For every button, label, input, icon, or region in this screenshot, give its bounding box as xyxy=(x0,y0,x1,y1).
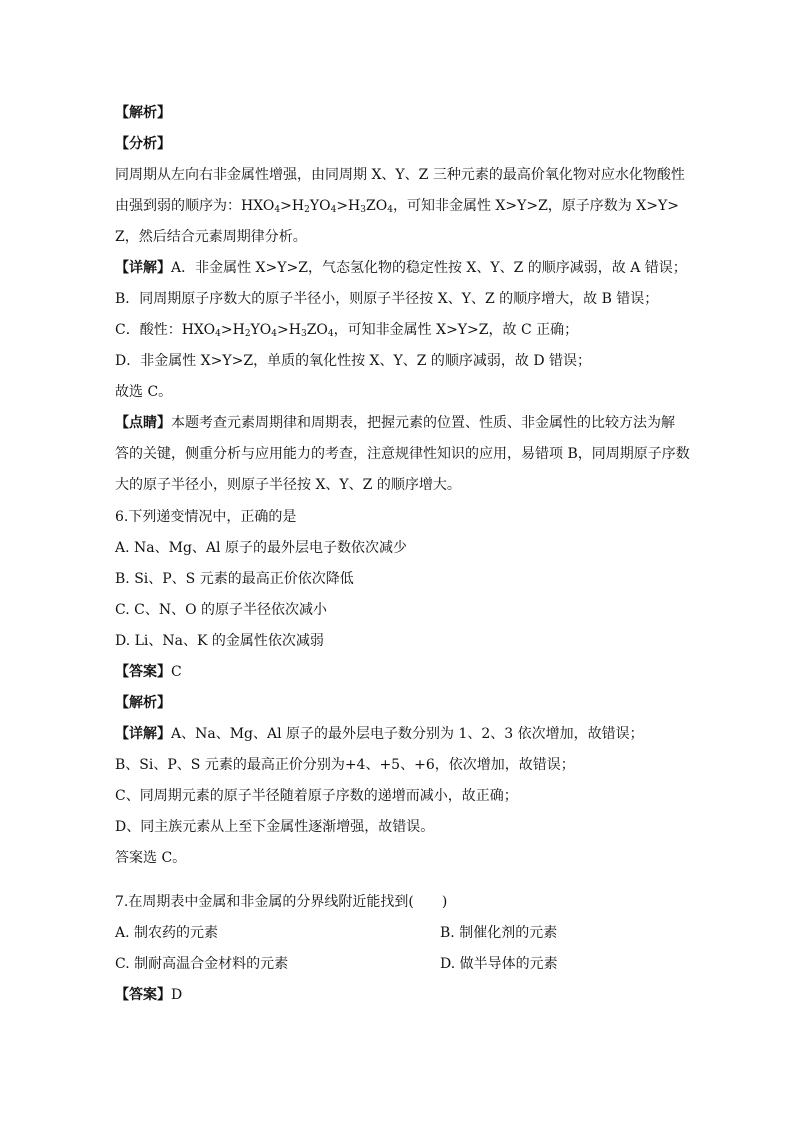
q7-stem: 7.在周期表中金属和非金属的分界线附近能找到( ) xyxy=(115,894,448,910)
xiangjie-line-a: 【详解】A．非金属性 X>Y>Z，气态氢化物的稳定性按 X、Y、Z 的顺序减弱，故 A 错误； xyxy=(115,260,687,276)
q7-option-d: D. 做半导体的元素 xyxy=(440,956,558,972)
q6-conclusion: 答案选 C。 xyxy=(115,850,187,866)
q7-answer: 【答案】D xyxy=(115,987,183,1003)
fenxi-line-1: 同周期从左向右非金属性增强，由同周期 X、Y、Z 三种元素的最高价氧化物对应水化物酸性 xyxy=(115,167,685,183)
dianjing-line-1: 【点睛】本题考查元素周期律和周期表，把握元素的位置、性质、非金属性的比较方法为解 xyxy=(115,415,675,431)
fenxi-line-3: Z，然后结合元素周期律分析。 xyxy=(115,229,307,245)
q6-xiangjie-a: 【详解】A、Na、Mg、Al 原子的最外层电子数分别为 1、2、3 依次增加，故错误； xyxy=(115,726,644,742)
q6-stem: 6.下列递变情况中，正确的是 xyxy=(115,509,297,525)
dianjing-line-2: 答的关键，侧重分析与应用能力的考查，注意规律性知识的应用，易错项 B，同周期原子序数 xyxy=(115,446,690,462)
q7-option-a: A. 制农药的元素 xyxy=(115,925,219,941)
q6-option-a: A. Na、Mg、Al 原子的最外层电子数依次减少 xyxy=(115,540,407,556)
xiangjie-line-b: B．同周期原子序数大的原子半径小，则原子半径按 X、Y、Z 的顺序增大，故 B 错误； xyxy=(115,291,659,307)
jiexi-heading: 【解析】 xyxy=(115,105,171,121)
q6-xiangjie-b: B、Si、P、S 元素的最高正价分别为+4、+5、+6，依次增加，故错误； xyxy=(115,757,575,773)
q6-option-b: B. Si、P、S 元素的最高正价依次降低 xyxy=(115,571,354,587)
q6-option-c: C. C、N、O 的原子半径依次减小 xyxy=(115,602,328,618)
q6-xiangjie-d: D、同主族元素从上至下金属性逐渐增强，故错误。 xyxy=(115,819,435,835)
q6-jiexi-heading: 【解析】 xyxy=(115,695,171,711)
fenxi-heading: 【分析】 xyxy=(115,136,171,152)
q7-option-b: B. 制催化剂的元素 xyxy=(440,925,558,941)
q7-option-c: C. 制耐高温合金材料的元素 xyxy=(115,956,289,972)
q6-xiangjie-c: C、同周期元素的原子半径随着原子序数的递增而减小，故正确； xyxy=(115,788,518,804)
fenxi-line-2: 由强到弱的顺序为：$HXO_4>H_2YO_4>H_3ZO_4$，可知非金属性 X>Y>Z，原子序数为 X>Y> xyxy=(115,198,679,215)
q6-answer: 【答案】C xyxy=(115,664,182,680)
xiangjie-line-d: D．非金属性 X>Y>Z，单质的氧化性按 X、Y、Z 的顺序减弱，故 D 错误； xyxy=(115,353,592,369)
q6-option-d: D. Li、Na、K 的金属性依次减弱 xyxy=(115,633,324,649)
dianjing-line-3: 大的原子半径小，则原子半径按 X、Y、Z 的顺序增大。 xyxy=(115,477,461,493)
xiangjie-line-c: C．酸性：$HXO_4>H_2YO_4>H_3ZO_4$，可知非金属性 X>Y>Z，故 C 正确； xyxy=(115,322,579,339)
conclusion-line: 故选 C。 xyxy=(115,384,173,400)
